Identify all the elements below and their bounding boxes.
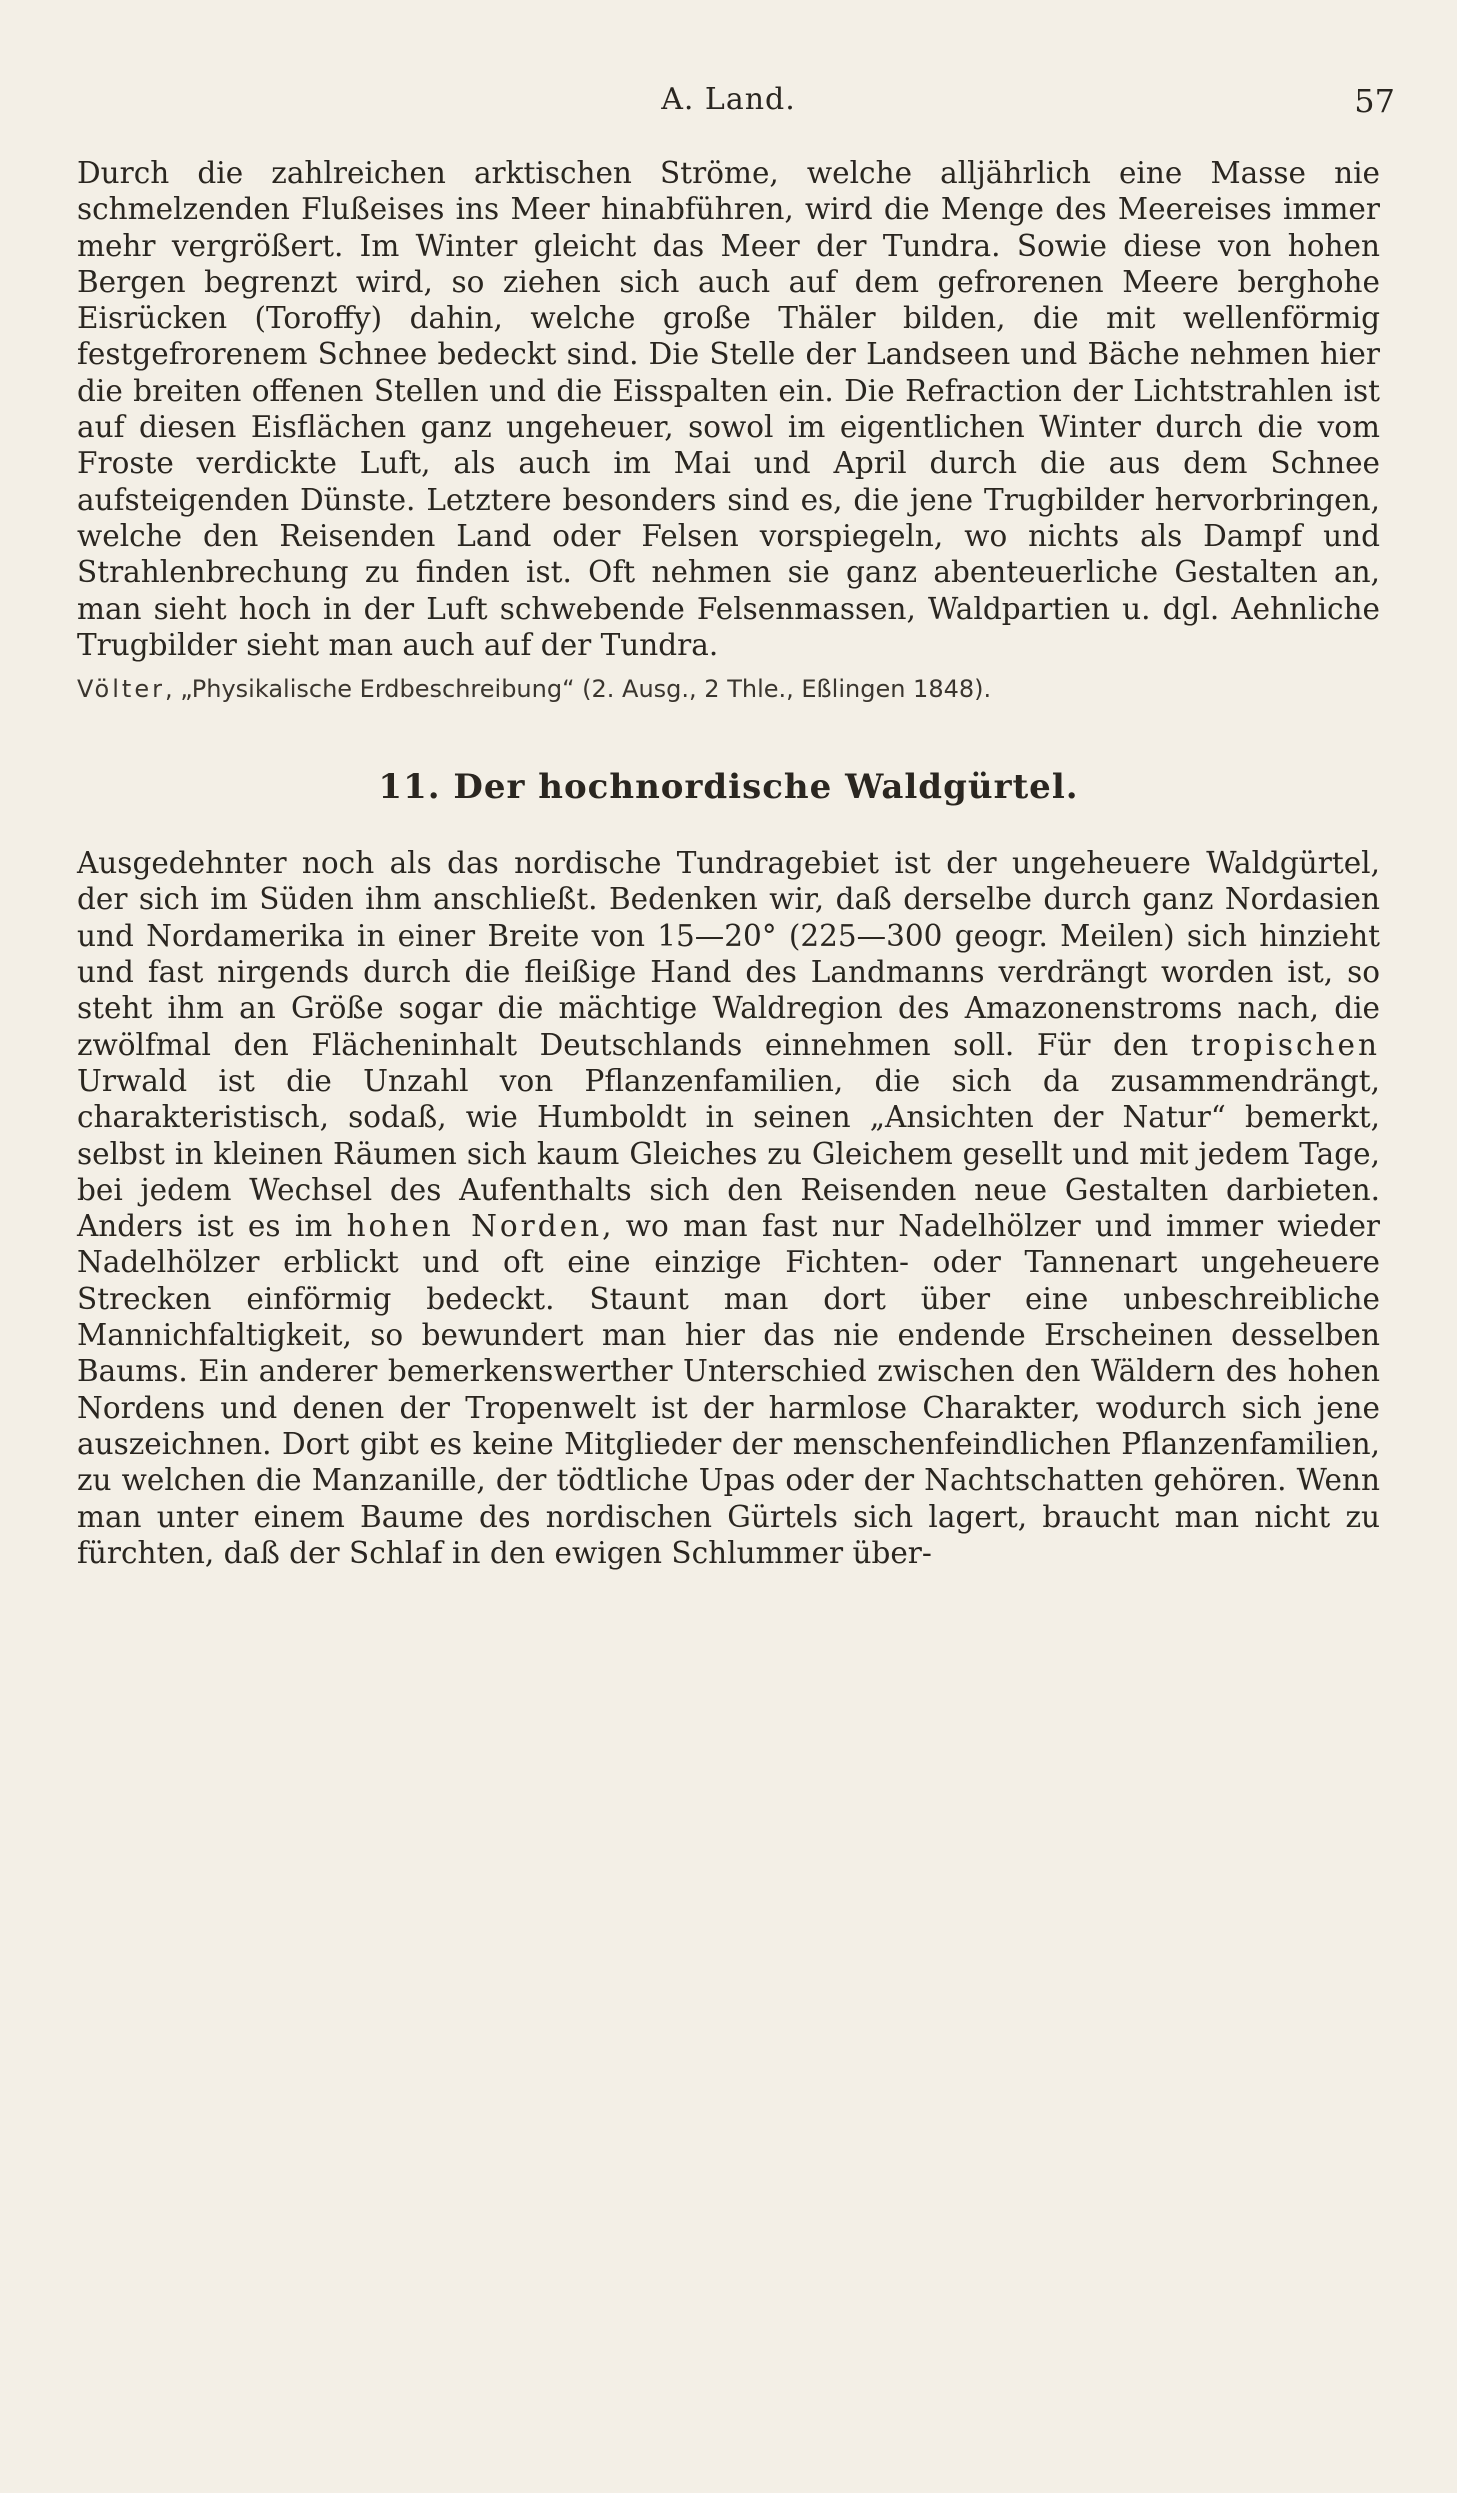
source-author: Völter: [77, 675, 165, 704]
emphasis-tropical: tropischen: [1190, 1027, 1380, 1062]
paragraph-part: , wo man fast nur Nadelhölzer und immer wieder Nadelhölzer erblickt und oft eine einzige Fichten- oder Tannenart ungeheuere Strecken einförmig bedeckt. Staunt man dort über eine unbeschreibliche Mannichfaltigkeit, so bewundert man hier das nie endende Erscheinen desselben Baums. Ein anderer bemerkenswerther Unterschied zwischen den Wäldern des hohen Nordens und denen der Tropenwelt ist der harmlose Charakter, wodurch sich jene auszeichnen. Dort gibt es keine Mitglieder der menschenfeindlichen Pflanzenfamilien, zu welchen die Manzanille, der tödtliche Upas oder der Nachtschatten gehören. Wenn man unter einem Baume des nordischen Gürtels sich lagert, braucht man nicht zu fürchten, daß der Schlaf in den ewigen Schlummer über-: [77, 1209, 1381, 1570]
running-title: A. Land.: [661, 82, 796, 117]
source-citation: [77, 673, 1380, 705]
emphasis-high-north: hohen Norden: [346, 1209, 603, 1244]
paragraph-part: Ausgedehnter noch als das nordische Tundragebiet ist der ungeheuere Waldgürtel, der sich im Süden ihm anschließt. Bedenken wir, daß derselbe durch ganz Nordasien und Nordamerika in einer Breite von 15—20° (225—300 geogr. Meilen) sich hinzieht und fast nirgends durch die fleißige Hand des Landmanns verdrängt worden ist, so steht ihm an Größe sogar die mächtige Waldregion des Amazonenstroms nach, die zwölfmal den Flächeninhalt Deutschlands einnehmen soll. Für den: [77, 846, 1380, 1062]
paragraph-forest-belt: [77, 845, 1380, 1571]
source-reference: , „Physikalische Erdbeschreibung“ (2. Ausg., 2 Thle., Eßlingen 1848).: [164, 675, 992, 704]
page-number: 57: [1354, 82, 1395, 120]
paragraph-part: Urwald ist die Unzahl von Pflanzenfamilien, die sich da zusammendrängt, charakteristisch, sodaß, wie Humboldt in seinen „Ansichten der Natur“ bemerkt, selbst in kleinen Räumen sich kaum Gleiches zu Gleichem gesellt und mit jedem Tage, bei jedem Wechsel des Aufenthalts sich den Reisenden neue Gestalten darbieten. Anders ist es im: [77, 1063, 1380, 1244]
text-block: [77, 155, 1380, 1571]
section-title: Der hochnordische Waldgürtel.: [453, 767, 1079, 808]
section-number: 11.: [378, 767, 441, 808]
running-head: [0, 82, 1457, 122]
paragraph-tundra-ice: Durch die zahlreichen arktischen Ströme, welche alljährlich eine Masse nie schmelzenden Flußeises ins Meer hinabführen, wird die Menge des Meereises immer mehr vergrößert. Im Winter gleicht das Meer der Tundra. Sowie diese von hohen Bergen begrenzt wird, so ziehen sich auch auf dem gefrorenen Meere berghohe Eisrücken (Toroffy) dahin, welche große Thäler bilden, die mit wellenförmig festgefrorenem Schnee bedeckt sind. Die Stelle der Landseen und Bäche nehmen hier die breiten offenen Stellen und die Eisspalten ein. Die Refraction der Lichtstrahlen ist auf diesen Eisflächen ganz ungeheuer, sowol im eigentlichen Winter durch die vom Froste verdickte Luft, als auch im Mai und April durch die aus dem Schnee aufsteigenden Dünste. Letztere besonders sind es, die jene Trugbilder hervorbringen, welche den Reisenden Land oder Felsen vorspiegeln, wo nichts als Dampf und Strahlenbrechung zu finden ist. Oft nehmen sie ganz abenteuerliche Gestalten an, man sieht hoch in der Luft schwebende Felsenmassen, Waldpartien u. dgl. Aehnliche Trugbilder sieht man auch auf der Tundra.: [77, 156, 1380, 662]
section-heading: [77, 767, 1380, 807]
